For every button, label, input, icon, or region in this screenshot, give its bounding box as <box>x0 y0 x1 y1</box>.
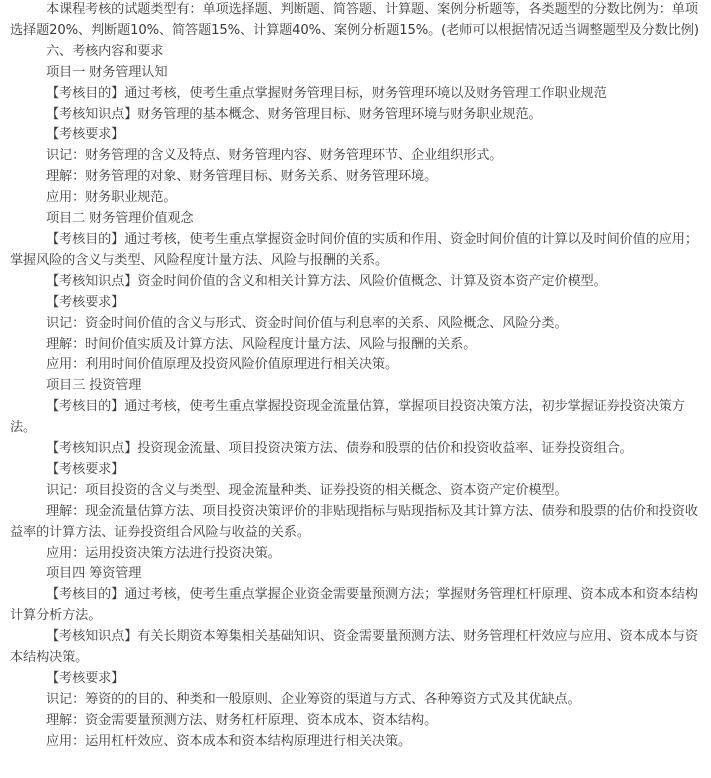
requirement-understand: 理解：资金需要量预测方法、财务杠杆原理、资本成本、资本结构。 <box>46 712 438 728</box>
exam-knowledge-points: 【考核知识点】资金时间价值的含义和相关计算方法、风险价值概念、计算及资本资产定价模型。 <box>46 273 607 289</box>
exam-purpose: 【考核目的】通过考核，使考生重点掌握投资现金流量估算，掌握项目投资决策方法，初步掌握证券投资决策方法。 <box>10 399 685 436</box>
requirement-understand: 理解：时间价值实质及计算方法、风险程度计量方法、风险与报酬的关系。 <box>46 336 477 352</box>
requirement-apply: 应用：财务职业规范。 <box>46 190 177 206</box>
requirement-apply: 应用：运用投资决策方法进行投资决策。 <box>46 545 281 561</box>
paragraph-exam-types: 本课程考核的试题类型有：单项选择题、判断题、简答题、计算题、案例分析题等，各类题型的分数比例为：单项选择题20%、判断题10%、简答题15%、计算题40%、案例分析题15%。(老师可以根据情况适当调整题型及分数比例) <box>10 2 699 38</box>
requirement-memorize: 识记：资金时间价值的含义与形式、资金时间价值与利息率的关系、风险概念、风险分类。 <box>46 315 568 331</box>
requirement-understand: 理解：财务管理的对象、财务管理目标、财务关系、财务管理环境。 <box>46 169 438 185</box>
exam-requirements-label: 【考核要求】 <box>46 294 125 310</box>
project-heading: 项目一 财务管理认知 <box>46 64 168 80</box>
exam-purpose: 【考核目的】通过考核，使考生重点掌握企业资金需要量预测方法；掌握财务管理杠杆原理、资本成本和资本结构计算分析方法。 <box>10 587 698 624</box>
exam-purpose: 【考核目的】通过考核，使考生重点掌握财务管理目标，财务管理环境以及财务管理工作职业规范 <box>46 85 607 101</box>
requirement-apply: 应用：运用杠杆效应、资本成本和资本结构原理进行相关决策。 <box>46 733 412 749</box>
requirement-apply: 应用：利用时间价值原理及投资风险价值原理进行相关决策。 <box>46 357 399 373</box>
exam-purpose: 【考核目的】通过考核，使考生重点掌握资金时间价值的实质和作用、资金时间价值的计算以及时间价值的应用；掌握风险的含义与类型、风险程度计量方法、风险与报酬的关系。 <box>10 231 698 268</box>
requirement-memorize: 识记：财务管理的含义及特点、财务管理内容、财务管理环节、企业组织形式。 <box>46 148 503 164</box>
exam-knowledge-points: 【考核知识点】有关长期资本筹集相关基础知识、资金需要量预测方法、财务管理杠杆效应与应用、资本成本与资本结构决策。 <box>10 629 698 666</box>
project-heading: 项目四 筹资管理 <box>46 566 142 582</box>
exam-knowledge-points: 【考核知识点】投资现金流量、项目投资决策方法、债券和股票的估价和投资收益率、证券投资组合。 <box>46 441 633 457</box>
section-heading: 六、考核内容和要求 <box>46 43 164 59</box>
requirement-memorize: 识记：筹资的的目的、种类和一般原则、企业筹资的渠道与方式、各种筹资方式及其优缺点。 <box>46 691 581 707</box>
exam-requirements-label: 【考核要求】 <box>46 127 125 143</box>
exam-requirements-label: 【考核要求】 <box>46 671 125 686</box>
requirement-memorize: 识记：项目投资的含义与类型、现金流量种类、证券投资的相关概念、资本资产定价模型。 <box>46 482 568 498</box>
requirement-understand: 理解：现金流量估算方法、项目投资决策评价的非贴现指标与贴现指标及其计算方法、债券和股票的估价和投资收益率的计算方法、证券投资组合风险与收益的关系。 <box>10 503 698 540</box>
exam-knowledge-points: 【考核知识点】财务管理的基本概念、财务管理目标、财务管理环境与财务职业规范。 <box>46 106 542 122</box>
project-heading: 项目二 财务管理价值观念 <box>46 211 194 227</box>
exam-requirements-label: 【考核要求】 <box>46 461 125 477</box>
project-heading: 项目三 投资管理 <box>46 378 142 394</box>
